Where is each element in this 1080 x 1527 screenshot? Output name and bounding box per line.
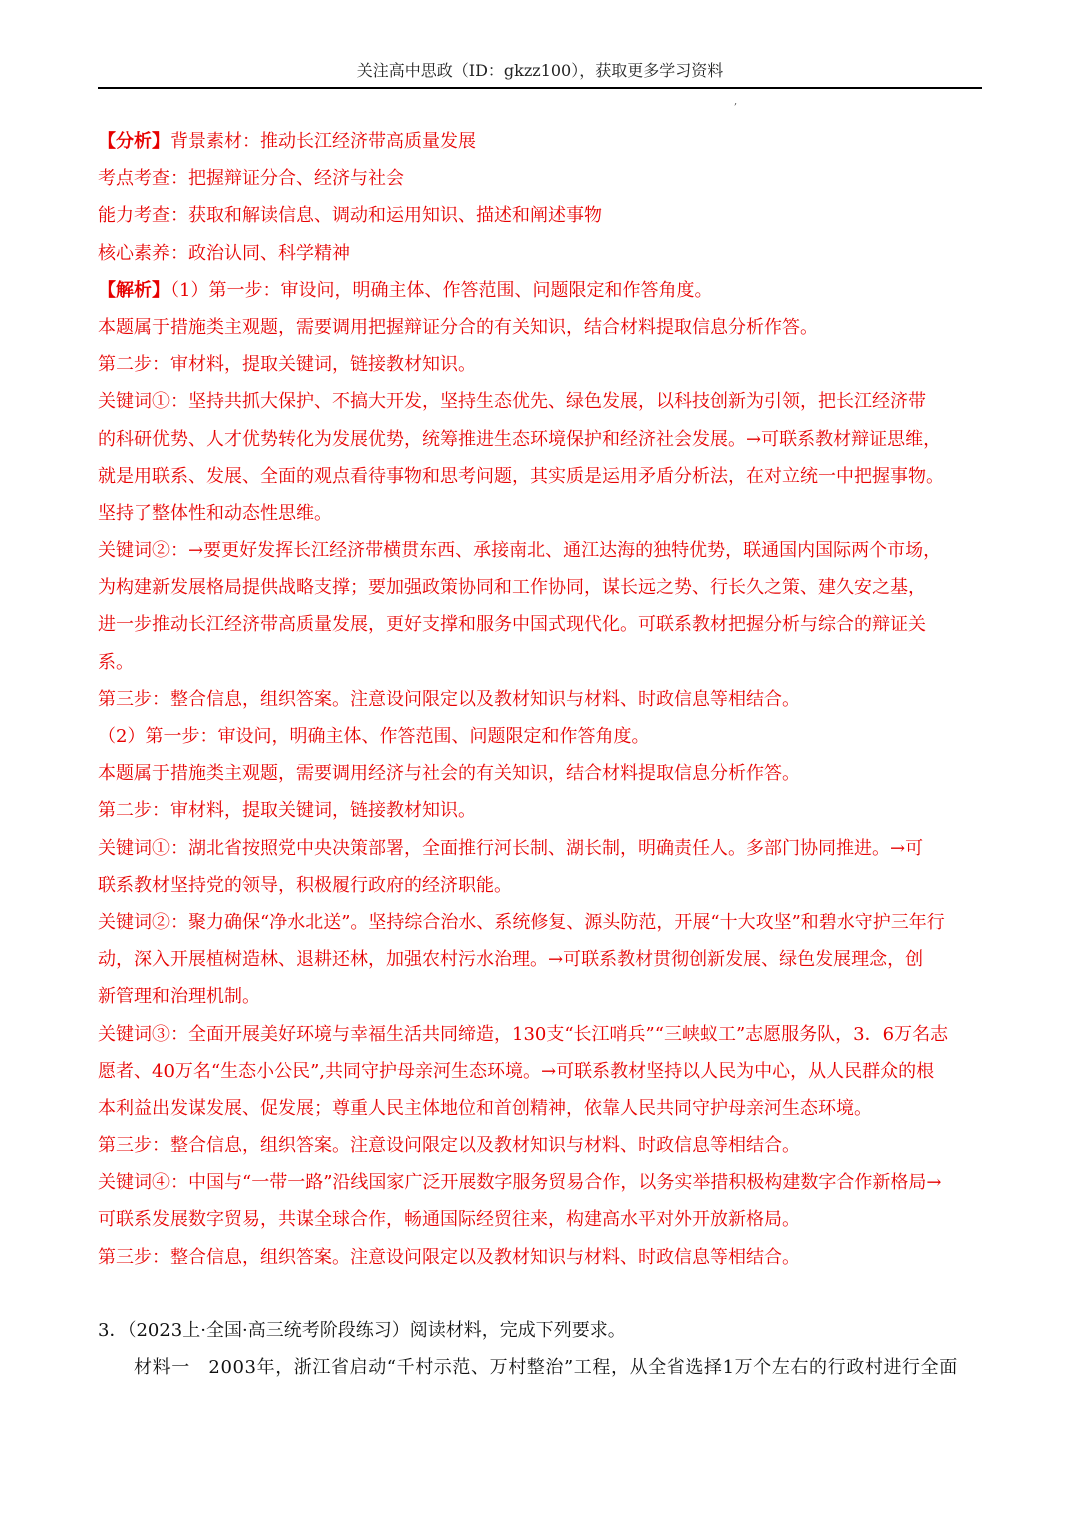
analysis-background-line [98, 123, 982, 160]
solution-line: 为构建新发展格局提供战略支撑；要加强政策协同和工作协同，谋长远之势、行长久之策、建久安之基， [98, 577, 926, 599]
solution-line: 进一步推动长江经济带高质量发展，更好支撑和服务中国式现代化。可联系教材把握分析与综合的辩证关 [98, 614, 926, 636]
solution-line: 第二步：审材料，提取关键词，链接教材知识。 [98, 800, 476, 822]
solution-line: 第三步：整合信息，组织答案。注意设问限定以及教材知识与材料、时政信息等相结合。 [98, 1246, 800, 1268]
header-divider [98, 87, 982, 89]
solution-line: 的科研优势、人才优势转化为发展优势，统筹推进生态环境保护和经济社会发展。→可联系教材辩证思维， [98, 428, 942, 450]
solution-label: 【解析】 [98, 279, 170, 301]
solution-line-0: 【解析】（1）第一步：审设问，明确主体、作答范围、问题限定和作答角度。 [98, 279, 713, 301]
solution-line: 本利益出发谋发展、促发展；尊重人民主体地位和首创精神，依靠人民共同守护母亲河生态环境。 [98, 1097, 872, 1119]
solution-line: 关键词①：湖北省按照党中央决策部署，全面推行河长制、湖长制，明确责任人。多部门协同推进。→可 [98, 837, 924, 859]
question-3-title: 3．（2023上·全国·高三统考阶段练习）阅读材料，完成下列要求。 [98, 1319, 626, 1341]
solution-line: 关键词②：聚力确保“净水北送”。坚持综合治水、系统修复、源头防范，开展“十大攻坚”和碧水守护三年行 [98, 911, 945, 933]
section-gap [98, 1276, 982, 1312]
solution-line: 第三步：整合信息，组织答案。注意设问限定以及教材知识与材料、时政信息等相结合。 [98, 1135, 800, 1157]
question-3-material: 材料一 2003年，浙江省启动“千村示范、万村整治”工程，从全省选择1万个左右的行政村进行全面 [134, 1356, 958, 1378]
solution-line: 本题属于措施类主观题，需要调用经济与社会的有关知识，结合材料提取信息分析作答。 [98, 763, 800, 785]
analysis-background: 背景素材：推动长江经济带高质量发展 [170, 131, 476, 152]
page-header: 关注高中思政（ID：gkzz100），获取更多学习资料 [356, 61, 724, 80]
solution-line: 联系教材坚持党的领导，积极履行政府的经济职能。 [98, 874, 512, 896]
solution-line: 关键词④：中国与“一带一路”沿线国家广泛开展数字服务贸易合作，以务实举措积极构建数字合作新格局→ [98, 1172, 942, 1194]
solution-line: 关键词①：坚持共抓大保护、不搞大开发，坚持生态优先、绿色发展，以科技创新为引领，把长江经济带 [98, 391, 926, 413]
analysis-label: 【分析】 [98, 131, 170, 152]
solution-line: 愿者、40万名“生态小公民”,共同守护母亲河生态环境。→可联系教材坚持以人民为中心，从人民群众的根 [98, 1060, 935, 1082]
analysis-core: 核心素养：政治认同、科学精神 [98, 242, 350, 264]
solution-line: 新管理和治理机制。 [98, 986, 260, 1008]
solution-line: 系。 [98, 651, 134, 673]
document-body [98, 123, 982, 1386]
header-mark: , [734, 96, 738, 107]
solution-line: 就是用联系、发展、全面的观点看待事物和思考问题，其实质是运用矛盾分析法，在对立统一中把握事物。 [98, 465, 944, 487]
solution-line: 关键词②：→要更好发挥长江经济带横贯东西、承接南北、通江达海的独特优势，联通国内国际两个市场， [98, 540, 942, 562]
solution-line: 坚持了整体性和动态性思维。 [98, 502, 332, 524]
solution-line: 可联系发展数字贸易，共谋全球合作，畅通国际经贸往来，构建高水平对外开放新格局。 [98, 1209, 800, 1231]
solution-line: 本题属于措施类主观题，需要调用把握辩证分合的有关知识，结合材料提取信息分析作答。 [98, 316, 818, 338]
solution-line: 关键词③：全面开展美好环境与幸福生活共同缔造，130支“长江哨兵”“三峡蚁工”志愿服务队，3．6万名志 [98, 1023, 949, 1045]
solution-line: 动，深入开展植树造林、退耕还林，加强农村污水治理。→可联系教材贯彻创新发展、绿色发展理念，创 [98, 949, 924, 971]
solution-line: 第三步：整合信息，组织答案。注意设问限定以及教材知识与材料、时政信息等相结合。 [98, 688, 800, 710]
solution-line: （2）第一步：审设问，明确主体、作答范围、问题限定和作答角度。 [98, 726, 650, 747]
solution-line: 第二步：审材料，提取关键词，链接教材知识。 [98, 354, 476, 376]
analysis-ability: 能力考查：获取和解读信息、调动和运用知识、描述和阐述事物 [98, 205, 602, 227]
analysis-exam-points: 考点考查：把握辩证分合、经济与社会 [98, 168, 404, 190]
